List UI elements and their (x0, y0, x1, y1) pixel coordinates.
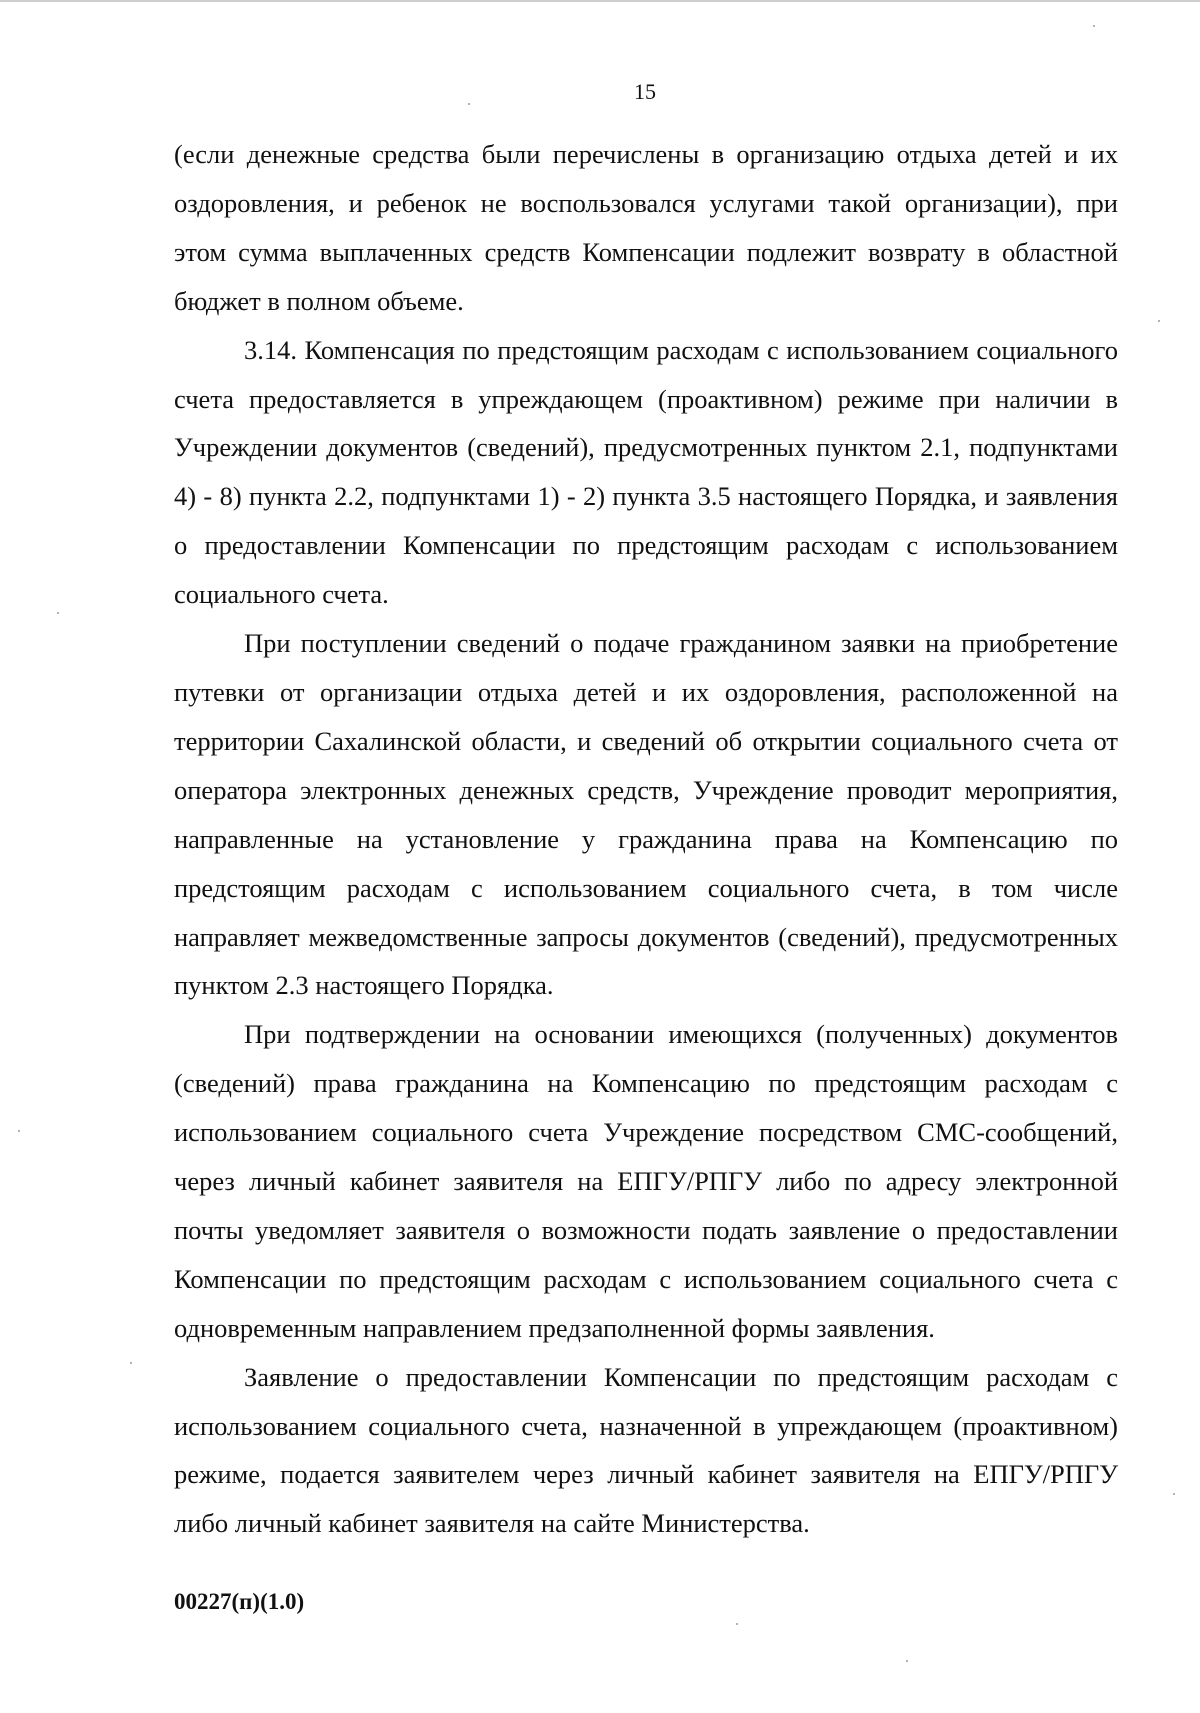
scan-speck (906, 1660, 908, 1662)
scan-speck (130, 1362, 132, 1364)
paragraph-rights-confirmation: При подтверждении на основании имеющихся (полученных) документов (сведений) права гражданина на Компенсацию по предстоящим расходам с использованием социального счета Учреждение посредством СМС-сообщений, через личный кабинет заявителя на ЕПГУ/РПГУ либо по адресу электронной почты уведомляет заявителя о возможности подать заявление о предоставлении Компенсации по предстоящим расходам с использованием социального счета с одновременным направлением предзаполненной формы заявления. (174, 1019, 1118, 1343)
scan-speck (1173, 1493, 1175, 1495)
page-number: 15 (634, 79, 656, 104)
scan-speck (1093, 25, 1095, 27)
paragraph-continuation: (если денежные средства были перечислены в организацию отдыха детей и их оздоровления, и ребенок не воспользовался услугами такой организации), при этом сумма выплаченных средств Компенсации подлежит возврату в областной бюджет в полном объеме. (174, 139, 1118, 316)
top-edge-line (0, 0, 1200, 2)
document-code: 00227(п)(1.0) (174, 1589, 305, 1614)
scan-speck (1158, 320, 1160, 322)
scan-speck (57, 612, 59, 614)
document-body (174, 130, 1118, 1548)
scan-speck (18, 1130, 20, 1132)
scan-speck (736, 1623, 738, 1625)
paragraph-information-receipt: При поступлении сведений о подаче гражданином заявки на приобретение путевки от организации отдыха детей и их оздоровления, расположенной на территории Сахалинской области, и сведений об открытии социального счета от оператора электронных денежных средств, Учреждение проводит мероприятия, направленные на установление у гражданина права на Компенсацию по предстоящим расходам с использованием социального счета, в том числе направляет межведомственные запросы документов (сведений), предусмотренных пунктом 2.3 настоящего Порядка. (174, 628, 1118, 1001)
scan-speck (468, 103, 470, 105)
paragraph-application-submission: Заявление о предоставлении Компенсации по предстоящим расходам с использованием социального счета, назначенной в упреждающем (проактивном) режиме, подается заявителем через личный кабинет заявителя на ЕПГУ/РПГУ либо личный кабинет заявителя на сайте Министерства. (174, 1361, 1118, 1539)
paragraph-section-3-14: 3.14. Компенсация по предстоящим расходам с использованием социального счета предоставляется в упреждающем (проактивном) режиме при наличии в Учреждении документов (сведений), предусмотренных пунктом 2.1, подпунктами 4) - 8) пункта 2.2, подпунктами 1) - 2) пункта 3.5 настоящего Порядка, и заявления о предоставлении Компенсации по предстоящим расходам с использованием социального счета. (174, 334, 1118, 610)
